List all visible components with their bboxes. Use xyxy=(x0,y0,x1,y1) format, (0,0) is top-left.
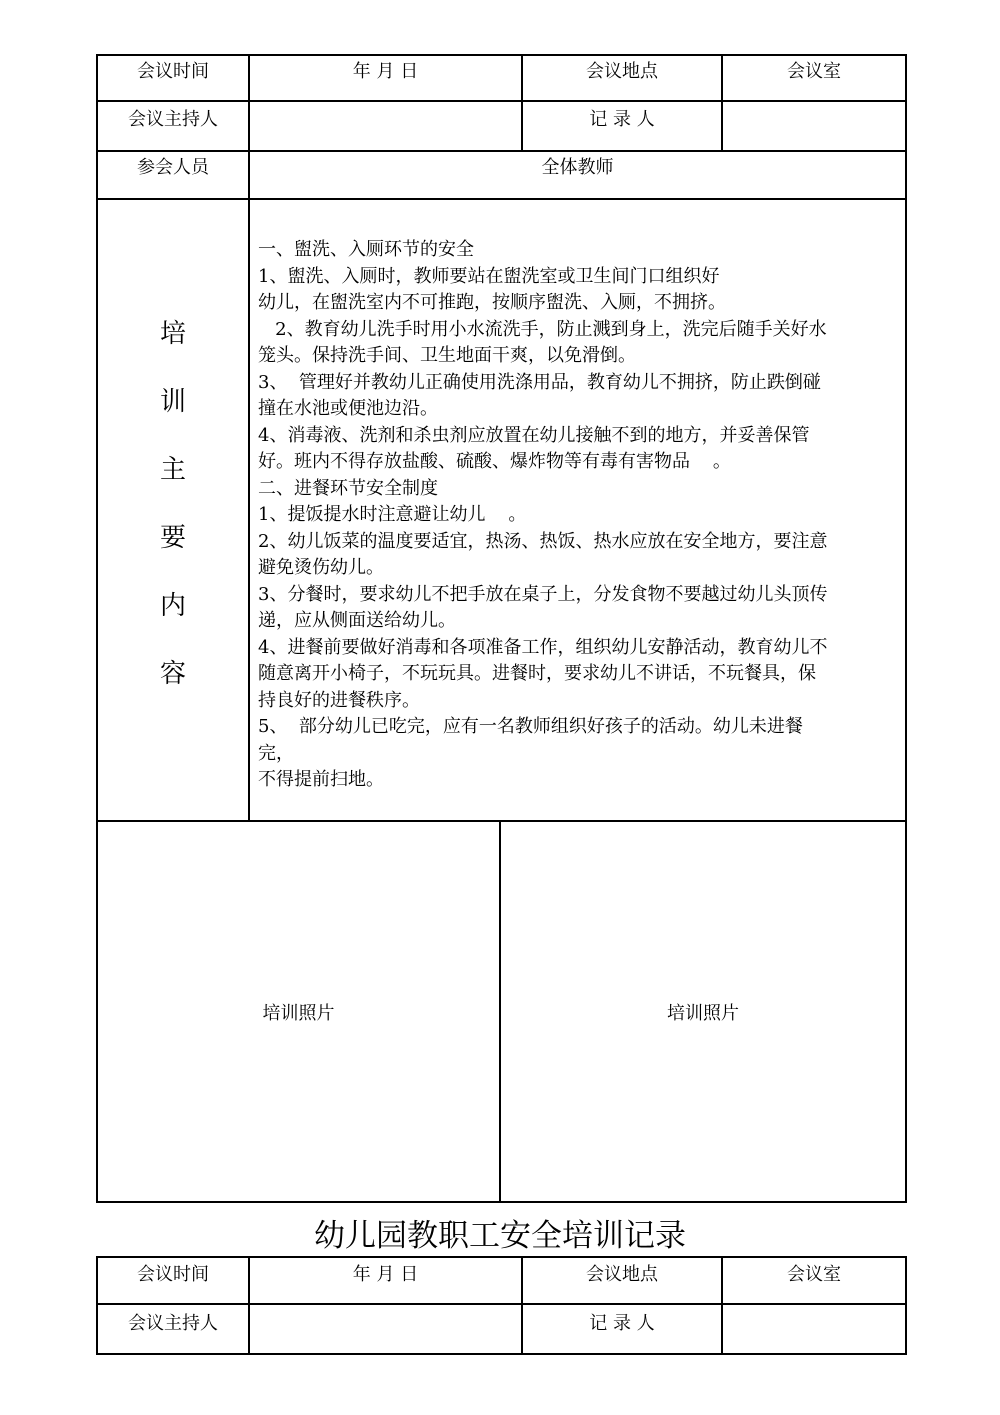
content-line: 不得提前扫地。 xyxy=(258,769,384,790)
label-char: 训 xyxy=(159,387,186,417)
label-char: 主 xyxy=(159,455,186,485)
host-label: 会议主持人 xyxy=(128,1313,218,1334)
content-line: 幼儿，在盥洗室内不可推跑，按顺序盥洗、入厕，不拥挤。 xyxy=(258,292,726,313)
table-border xyxy=(96,1201,907,1203)
label-char: 容 xyxy=(159,659,186,689)
meeting-place-field[interactable]: 会议室 xyxy=(787,1264,841,1285)
content-line: 好。班内不得存放盐酸、硫酸、爆炸物等有毒有害物品 。 xyxy=(258,451,731,472)
meeting-place-field[interactable]: 会议室 xyxy=(787,61,841,82)
content-line: 2、幼儿饭菜的温度要适宜，热汤、热饭、热水应放在安全地方，要注意 xyxy=(258,530,828,552)
recorder-field[interactable] xyxy=(723,1305,905,1339)
table-border xyxy=(905,1256,907,1355)
content-line: 撞在水池或便池边沿。 xyxy=(258,398,438,419)
label-char: 要 xyxy=(159,523,186,553)
photo-placeholder-left: 培训照片 xyxy=(262,1003,335,1024)
table-border xyxy=(96,1353,907,1355)
content-line: 3、 管理好并教幼儿正确使用洗涤用品，教育幼儿不拥挤，防止跌倒碰 xyxy=(258,371,821,393)
content-line: 4、消毒液、洗剂和杀虫剂应放置在幼儿接触不到的地方，并妥善保管 xyxy=(258,424,810,446)
training-content-label xyxy=(97,300,249,708)
content-line: 持良好的进餐秩序。 xyxy=(258,689,420,711)
meeting-place-label: 会议地点 xyxy=(586,1264,658,1285)
content-line: 4、进餐前要做好消毒和各项准备工作，组织幼儿安静活动，教育幼儿不 xyxy=(258,636,828,658)
meeting-time-label: 会议时间 xyxy=(137,61,209,82)
recorder-label: 记 录 人 xyxy=(589,1313,655,1334)
content-line: 笼头。保持洗手间、卫生地面干爽，以免滑倒。 xyxy=(258,345,636,366)
label-char: 培 xyxy=(159,319,186,349)
recorder-label: 记 录 人 xyxy=(589,109,655,130)
table-border xyxy=(96,820,907,822)
meeting-time-label: 会议时间 xyxy=(137,1264,209,1285)
content-line: 完， xyxy=(258,742,294,764)
content-line: 1、提饭提水时注意避让幼儿 。 xyxy=(258,504,527,525)
host-field[interactable] xyxy=(250,1305,521,1339)
label-char: 内 xyxy=(159,591,186,621)
attendees-label: 参会人员 xyxy=(137,157,209,178)
content-line: 3、分餐时，要求幼儿不把手放在桌子上，分发食物不要越过幼儿头顶传 xyxy=(258,583,828,605)
content-line: 二、进餐环节安全制度 xyxy=(258,477,438,499)
table-border xyxy=(905,54,907,1203)
host-field[interactable] xyxy=(250,102,521,134)
content-line: 2、教育幼儿洗手时用小水流洗手，防止溅到身上，洗完后随手关好水 xyxy=(258,318,827,340)
attendees-field[interactable]: 全体教师 xyxy=(541,157,614,178)
content-line: 1、盥洗、入厕时，教师要站在盥洗室或卫生间门口组织好 xyxy=(258,265,720,287)
meeting-time-field[interactable]: 年 月 日 xyxy=(352,61,419,82)
host-label: 会议主持人 xyxy=(128,109,218,130)
content-line: 一、盥洗、入厕环节的安全 xyxy=(258,239,474,260)
recorder-field[interactable] xyxy=(723,102,905,134)
content-line: 递，应从侧面送给幼儿。 xyxy=(258,610,456,631)
content-line: 避免烫伤幼儿。 xyxy=(258,557,384,578)
table-border xyxy=(96,198,907,200)
meeting-place-label: 会议地点 xyxy=(586,61,658,82)
content-line: 5、 部分幼儿已吃完，应有一名教师组织好孩子的活动。幼儿未进餐 xyxy=(258,716,803,737)
page-title: 幼儿园教职工安全培训记录 xyxy=(314,1218,686,1254)
training-content-text xyxy=(258,237,900,794)
meeting-time-field[interactable]: 年 月 日 xyxy=(352,1264,419,1285)
content-line: 随意离开小椅子，不玩玩具。进餐时，要求幼儿不讲话，不玩餐具，保 xyxy=(258,663,816,684)
photo-placeholder-right: 培训照片 xyxy=(667,1003,739,1024)
